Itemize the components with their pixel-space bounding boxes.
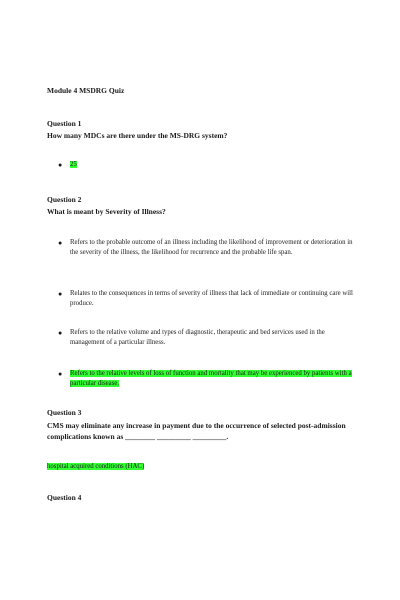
- question-4-heading: Question 4: [47, 493, 82, 502]
- bullet-icon: ●: [58, 239, 63, 247]
- option-text: 25: [70, 161, 77, 168]
- option-text: Relates to the consequences in terms of severity of illness that lack of immediate or continuing care will produce.: [70, 290, 353, 307]
- answer-text: hospital acquired conditions (HAC): [47, 463, 145, 470]
- question-3-heading: Question 3: [47, 408, 82, 417]
- bullet-icon: ●: [58, 290, 63, 298]
- option-text: Refers to the relative volume and types of diagnostic, therapeutic and bed services used in the management of a particular illness.: [70, 329, 325, 346]
- question-1-option-1: [58, 160, 355, 170]
- question-2-option-2: [58, 289, 355, 309]
- option-text: Refers to the relative levels of loss of function and mortality that may be experienced by patients with a particular disease.: [70, 370, 352, 387]
- question-1-heading: Question 1: [47, 119, 82, 128]
- question-2-text: What is meant by Severity of Illness?: [47, 207, 166, 216]
- document-title: Module 4 MSDRG Quiz: [47, 86, 125, 95]
- question-3-text: CMS may eliminate any increase in payment due to the occurrence of selected post-admission complications known as ________ _________ _________.: [47, 421, 346, 441]
- question-2-option-3: [58, 328, 355, 348]
- question-2-heading: Question 2: [47, 195, 82, 204]
- question-1-text: How many MDCs are there under the MS-DRG system?: [47, 131, 228, 140]
- question-2-option-1: [58, 238, 355, 258]
- option-text: Refers to the probable outcome of an illness including the likelihood of improvement or deterioration in the severity of the illness, the likelihood for recurrence and the probable life span.: [70, 239, 353, 256]
- question-2-option-4: [58, 369, 355, 389]
- bullet-icon: ●: [58, 370, 63, 378]
- question-3-answer: [47, 462, 144, 472]
- bullet-icon: ●: [58, 329, 63, 337]
- bullet-icon: ●: [58, 161, 63, 169]
